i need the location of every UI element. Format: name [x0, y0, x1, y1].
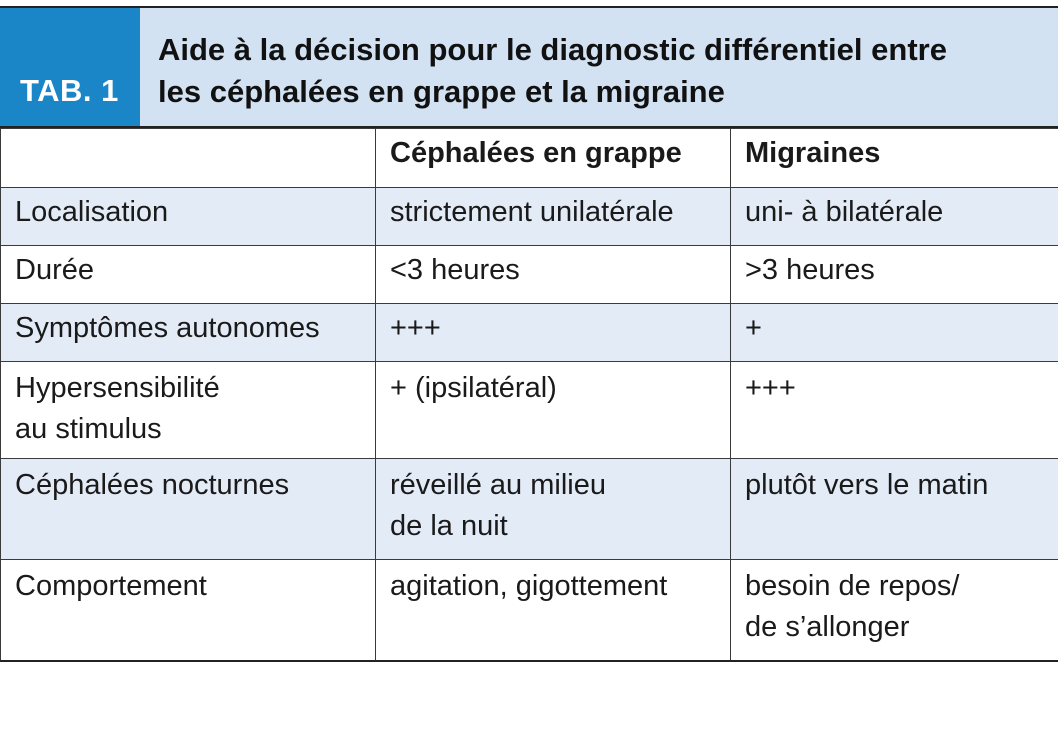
cell-line: de la nuit: [390, 510, 508, 542]
cell-line: réveillé au milieu: [390, 469, 606, 501]
cell-line: <3 heures: [390, 254, 520, 286]
row-label: [1, 188, 376, 246]
table-row: [1, 304, 1058, 362]
migraine-value: [731, 246, 1058, 304]
migraine-value: [731, 560, 1058, 661]
migraine-value: [731, 362, 1058, 459]
row-label: [1, 362, 376, 459]
cell-line: plutôt vers le matin: [745, 469, 989, 501]
cell-line: au stimulus: [15, 413, 162, 445]
table-row: [1, 362, 1058, 459]
cell-line: Durée: [15, 254, 94, 286]
cluster-value: [376, 304, 731, 362]
cell-line: agitation, gigottement: [390, 570, 668, 602]
cluster-value: [376, 246, 731, 304]
cell-line: besoin de repos/: [745, 570, 960, 602]
cell-line: + (ipsilatéral): [390, 372, 557, 404]
tab-badge: [0, 8, 140, 128]
cluster-value: [376, 362, 731, 459]
cluster-value: [376, 459, 731, 560]
row-label: [1, 304, 376, 362]
cell-line: Localisation: [15, 196, 169, 228]
row-label: [1, 459, 376, 560]
table-title: [140, 8, 1058, 128]
header-cluster: Céphalées en grappe: [376, 129, 731, 188]
table-row: [1, 188, 1058, 246]
cell-line: +++: [390, 312, 441, 344]
migraine-value: [731, 459, 1058, 560]
header-migraine: Migraines: [731, 129, 1058, 188]
comparison-table: [0, 128, 1058, 662]
header-empty-cell: [1, 129, 376, 188]
cell-line: Symptômes autonomes: [15, 312, 320, 344]
row-label: [1, 246, 376, 304]
migraine-value: [731, 304, 1058, 362]
table-header-row: [1, 129, 1058, 188]
cell-line: Comportement: [15, 570, 207, 602]
table-row: [1, 459, 1058, 560]
title-line-1: Aide à la décision pour le diagnostic différentiel entre: [158, 32, 947, 67]
cell-line: strictement unilatérale: [390, 196, 674, 228]
table-row: [1, 246, 1058, 304]
cell-line: uni- à bilatérale: [745, 196, 944, 228]
cell-line: Hypersensibilité: [15, 372, 220, 404]
cell-line: de s’allonger: [745, 611, 910, 643]
cell-line: >3 heures: [745, 254, 875, 286]
cell-line: +: [745, 312, 762, 344]
cluster-value: [376, 188, 731, 246]
title-line-2: les céphalées en grappe et la migraine: [158, 74, 725, 109]
cluster-value: [376, 560, 731, 661]
row-label: [1, 560, 376, 661]
tab-label: TAB. 1: [20, 73, 119, 108]
cell-line: +++: [745, 372, 796, 404]
table-header: [0, 8, 1058, 128]
cell-line: Céphalées nocturnes: [15, 469, 290, 501]
table-row: [1, 560, 1058, 661]
migraine-value: [731, 188, 1058, 246]
